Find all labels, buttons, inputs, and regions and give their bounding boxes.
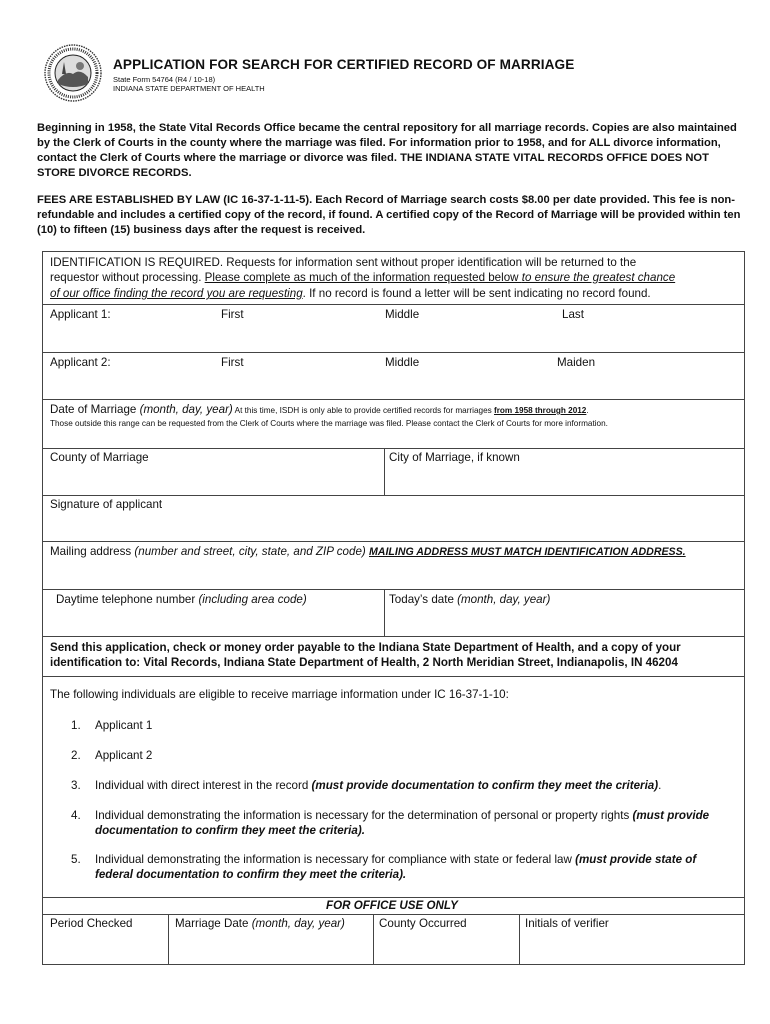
id-underlined-italic: to ensure the greatest chance (521, 271, 676, 284)
intro-paragraph: Beginning in 1958, the State Vital Records Office became the central repository for all marriage records. Copies are also maintained by the Clerk of Courts in the county where the marriage was filed. For information prior to 1958, and for ALL divorce information, contact the Clerk of Courts where the marriage or divorce was filed. THE INDIANA STATE VITAL RECORDS OFFICE DOES NOT STORE DIVORCE RECORDS. (37, 122, 737, 179)
form-title: APPLICATION FOR SEARCH FOR CERTIFIED RECORD OF MARRIAGE (113, 57, 575, 72)
eligibility-item: 2. Applicant 2 (71, 749, 153, 762)
todays-date-field[interactable]: Today’s date (month, day, year) (389, 593, 551, 606)
id-rest-text: . If no record is found a letter will be sent indicating no record found. (302, 287, 651, 300)
verifier-initials-field[interactable]: Initials of verifier (525, 917, 609, 930)
applicant-2-middle-label: Middle (385, 356, 420, 369)
divider (519, 914, 520, 965)
divider (42, 589, 745, 590)
divider (168, 914, 169, 965)
divider (42, 352, 745, 353)
id-plain-text: requestor without processing. (50, 271, 205, 284)
eligibility-item: 4. Individual demonstrating the information is necessary for the determination of personal or property rights (must provide documentation to confirm they meet the criteria). (71, 809, 710, 837)
applicant-1-label: Applicant 1: (50, 308, 111, 321)
divider (42, 399, 745, 400)
eligibility-item: 3. Individual with direct interest in the record (must provide documentation to confirm they meet the criteria). (71, 779, 662, 792)
applicant-1-middle-label: Middle (385, 308, 420, 321)
applicant-2-first-label: First (221, 356, 244, 369)
eligibility-item: 5. Individual demonstrating the information is necessary for compliance with state or federal law (must provide state of federal documentation to confirm they meet the criteria). (71, 853, 697, 881)
divider (42, 914, 745, 915)
office-use-title: FOR OFFICE USE ONLY (326, 899, 458, 912)
divider (42, 676, 745, 677)
id-underlined-text: Please complete as much of the information requested below (204, 271, 522, 284)
signature-field[interactable]: Signature of applicant (50, 498, 163, 511)
eligibility-intro: The following individuals are eligible to receive marriage information under IC 16-37-1-10: (50, 688, 509, 701)
divider (384, 589, 385, 636)
marriage-date-field[interactable]: Marriage Date (month, day, year) (175, 917, 345, 930)
identification-line-1: IDENTIFICATION IS REQUIRED. Requests for information sent without proper identification will be returned to the (50, 256, 637, 269)
form-number: State Form 54764 (R4 / 10-18) (113, 75, 216, 84)
send-to-line-2: identification to: Vital Records, Indiana State Department of Health, 2 North Meridian Street, Indianapolis, IN 46204 (50, 656, 678, 669)
applicant-2-label: Applicant 2: (50, 356, 111, 369)
send-to-line-1: Send this application, check or money order payable to the Indiana State Department of Health, and a copy of your (50, 641, 681, 654)
eligibility-item: 1. Applicant 1 (71, 719, 153, 732)
identification-line-3 (50, 287, 651, 300)
period-checked-field[interactable]: Period Checked (50, 917, 133, 930)
fees-paragraph: FEES ARE ESTABLISHED BY LAW (IC 16-37-1-11-5). Each Record of Marriage search costs $8.00 per date provided. This fee is non-refundable and includes a certified copy of the record, if found. A certified copy of the Record of Marriage will be provided within ten (10) to fifteen (15) business days after the request is received. (37, 194, 741, 236)
county-occurred-field[interactable]: County Occurred (379, 917, 467, 930)
divider (384, 448, 385, 495)
id-underlined-italic-2: of our office finding the record you are requesting (50, 287, 303, 300)
city-of-marriage-field[interactable]: City of Marriage, if known (389, 451, 520, 464)
applicant-1-last-label: Last (562, 308, 584, 321)
daytime-phone-field[interactable]: Daytime telephone number (including area code) (56, 593, 307, 606)
divider (42, 636, 745, 637)
divider (42, 304, 745, 305)
divider (42, 448, 745, 449)
mailing-address-field[interactable]: Mailing address (number and street, city, state, and ZIP code) MAILING ADDRESS MUST MATCH IDENTIFICATION ADDRESS. (50, 545, 686, 558)
date-of-marriage-label: Date of Marriage (month, day, year) At this time, ISDH is only able to provide certified records for marriages from 1958 through 2012. (50, 403, 589, 416)
indiana-state-seal (44, 44, 102, 102)
divider (42, 897, 745, 898)
divider (373, 914, 374, 965)
date-of-marriage-note: Those outside this range can be requested from the Clerk of Courts where the marriage was filed. Please contact the Clerk of Courts for more information. (50, 419, 608, 428)
applicant-2-maiden-label: Maiden (557, 356, 596, 369)
department-name: INDIANA STATE DEPARTMENT OF HEALTH (113, 84, 265, 93)
identification-line-2 (50, 271, 675, 284)
county-of-marriage-field[interactable]: County of Marriage (50, 451, 149, 464)
divider (42, 541, 745, 542)
divider (42, 495, 745, 496)
applicant-1-first-label: First (221, 308, 244, 321)
